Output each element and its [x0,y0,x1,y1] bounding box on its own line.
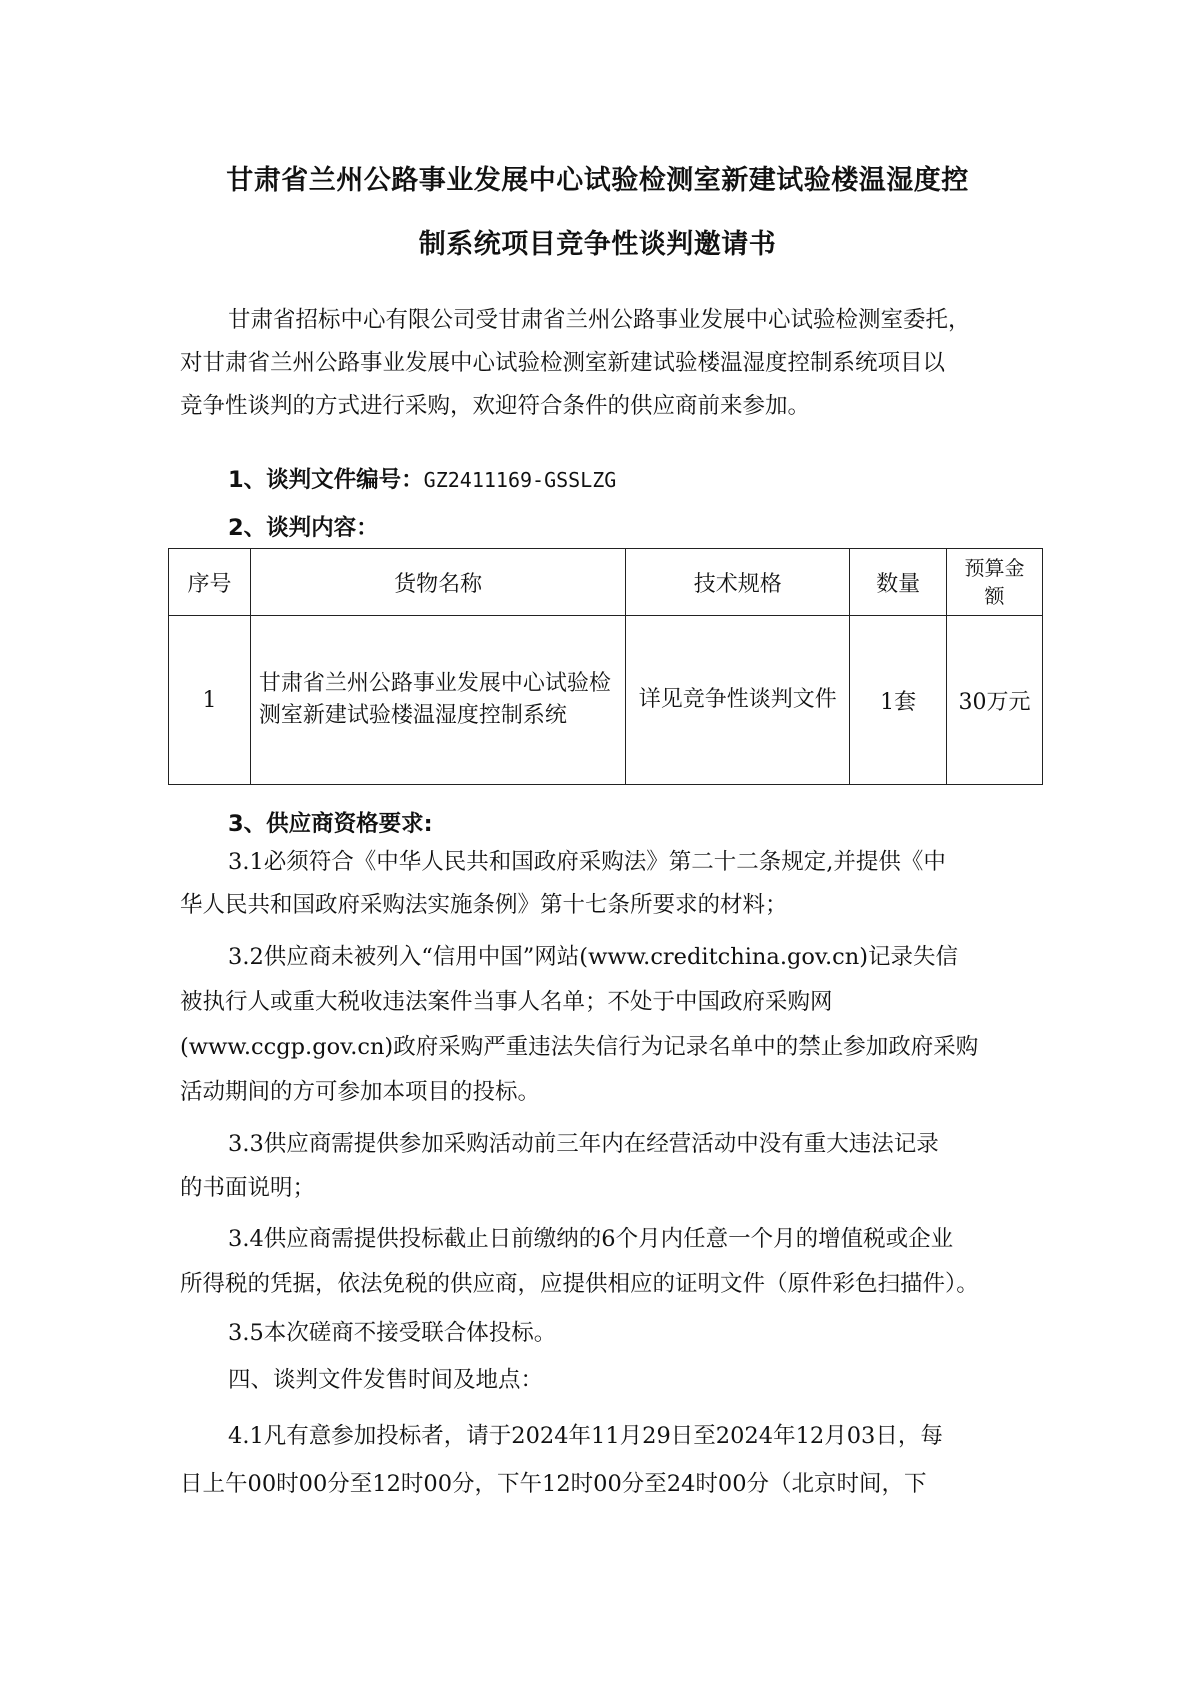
req-3-2-line-2: 被执行人或重大税收违法案件当事人名单；不处于中国政府采购网 [180,989,833,1015]
req-3-1-line-2: 华人民共和国政府采购法实施条例》第十七条所要求的材料； [180,892,788,918]
intro-line-1: 甘肃省招标中心有限公司受甘肃省兰州公路事业发展中心试验检测室委托， [228,307,971,333]
header-no: 序号 [169,549,251,616]
intro-line-3: 竞争性谈判的方式进行采购，欢迎符合条件的供应商前来参加。 [180,393,811,419]
req-3-2-line-4: 活动期间的方可参加本项目的投标。 [180,1079,541,1105]
sale-4-1-line-2: 日上午00时00分至12时00分，下午12时00分至24时00分（北京时间，下 [180,1471,927,1497]
intro-line-2: 对甘肃省兰州公路事业发展中心试验检测室新建试验楼温湿度控制系统项目以 [180,350,946,376]
table-header-row [169,549,1043,616]
section-1-heading [228,462,616,494]
goods-table [168,548,1043,785]
document-title-line-2: 制系统项目竞争性谈判邀请书 [418,229,777,260]
cell-goods-name: 甘肃省兰州公路事业发展中心试验检测室新建试验楼温湿度控制系统 [250,616,625,785]
req-3-4-line-1: 3.4供应商需提供投标截止日前缴纳的6个月内任意一个月的增值税或企业 [228,1226,954,1252]
header-spec: 技术规格 [626,549,850,616]
cell-qty: 1套 [850,616,947,785]
section-4-heading: 四、谈判文件发售时间及地点： [228,1367,544,1393]
document-title-line-1: 甘肃省兰州公路事业发展中心试验检测室新建试验楼温湿度控 [226,165,969,196]
section-3-heading: 3、供应商资格要求: [228,811,433,837]
req-3-2-line-1: 3.2供应商未被列入“信用中国”网站(www.creditchina.gov.cn)记录失信 [228,944,958,970]
req-3-3-line-2: 的书面说明； [180,1175,316,1201]
req-3-2-line-3: (www.ccgp.gov.cn)政府采购严重违法失信行为记录名单中的禁止参加政府采购 [180,1034,979,1060]
cell-spec: 详见竞争性谈判文件 [626,616,850,785]
section-1-label: 1、谈判文件编号： [228,467,424,493]
header-budget: 预算金额 [947,549,1043,616]
cell-no: 1 [169,616,251,785]
document-number: GZ2411169-GSSLZG [423,468,617,492]
header-qty: 数量 [850,549,947,616]
cell-budget: 30万元 [947,616,1043,785]
table-row [169,616,1043,785]
req-3-4-line-2: 所得税的凭据，依法免税的供应商，应提供相应的证明文件（原件彩色扫描件）。 [180,1271,979,1297]
section-2-heading: 2、谈判内容： [228,515,379,541]
header-goods-name: 货物名称 [250,549,625,616]
req-3-5: 3.5本次磋商不接受联合体投标。 [228,1320,557,1346]
req-3-3-line-1: 3.3供应商需提供参加采购活动前三年内在经营活动中没有重大违法记录 [228,1131,939,1157]
sale-4-1-line-1: 4.1凡有意参加投标者，请于2024年11月29日至2024年12月03日，每 [228,1423,943,1449]
req-3-1-line-1: 3.1必须符合《中华人民共和国政府采购法》第二十二条规定,并提供《中 [228,849,946,875]
